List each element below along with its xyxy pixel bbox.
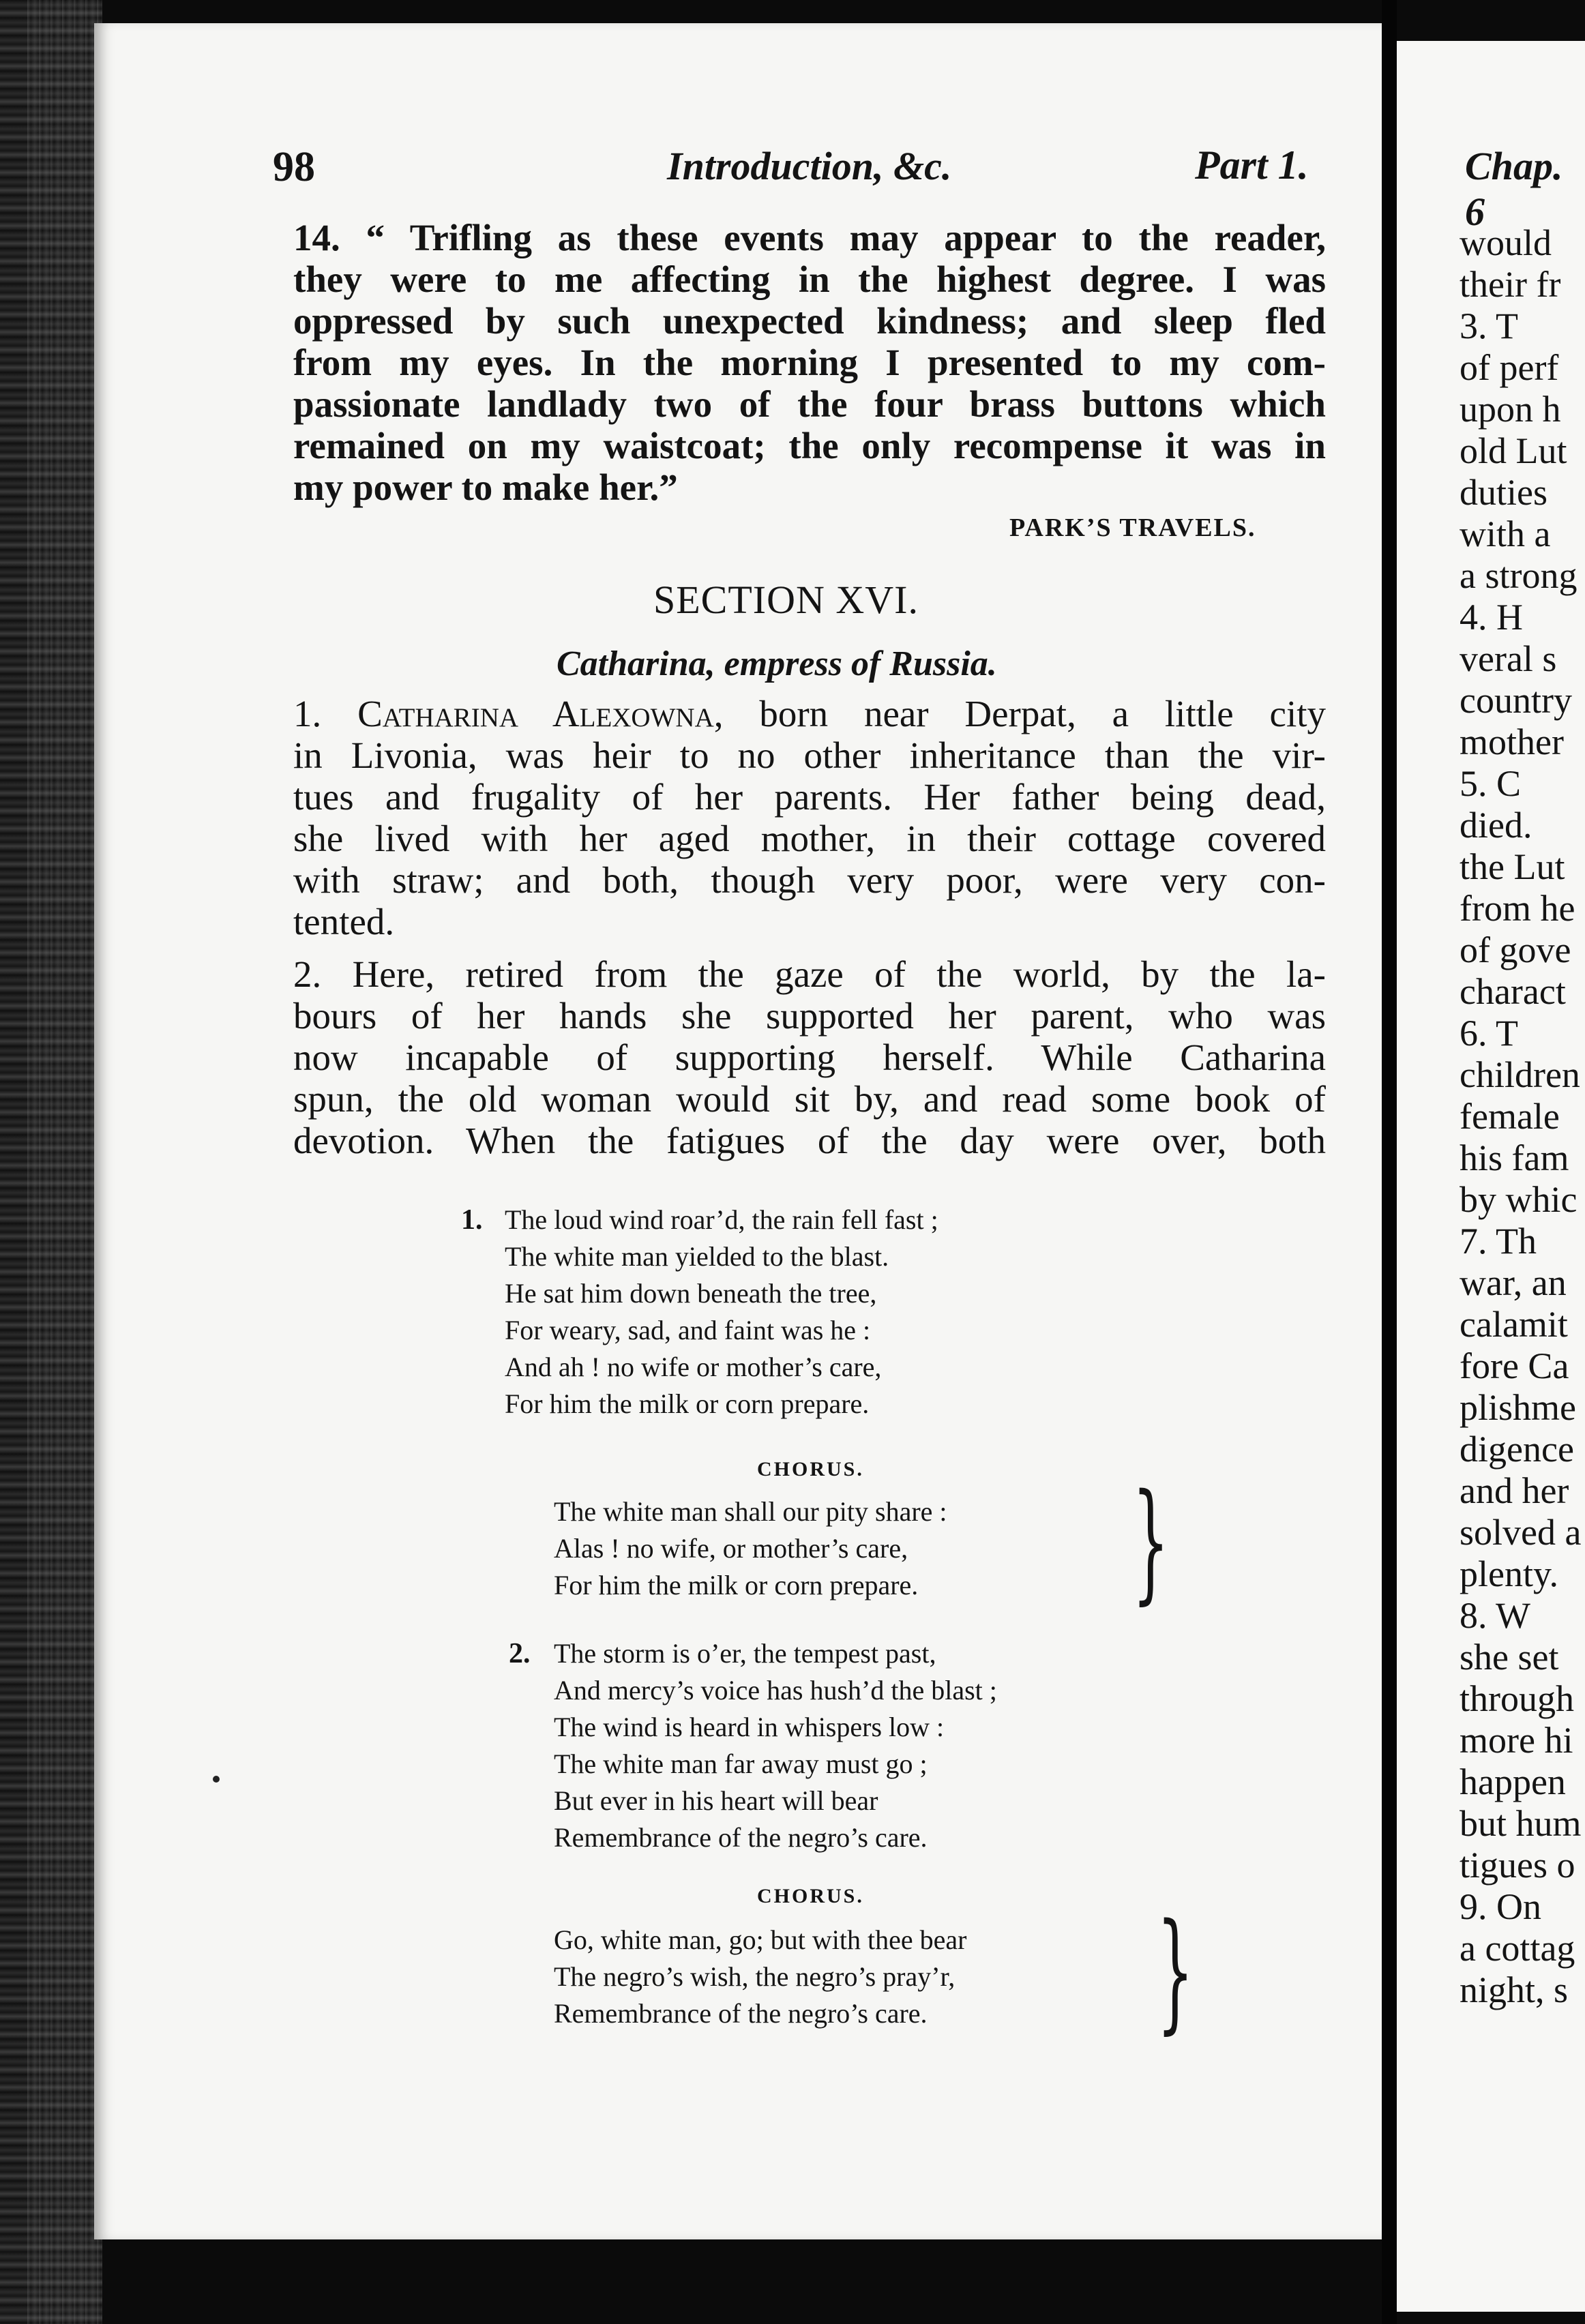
paragraph-2 <box>293 953 1326 1161</box>
running-title: Introduction, &c. <box>667 144 952 188</box>
text-line: plenty. <box>1460 1553 1558 1594</box>
gutter-texture <box>27 0 102 2324</box>
text-line: tented. <box>293 901 395 942</box>
brace-glyph: } <box>1157 1896 1194 2046</box>
text-line: female <box>1460 1096 1560 1137</box>
text-line: my power to make her.” <box>293 466 678 508</box>
verse-line: Go, white man, go; but with thee bear <box>554 1924 967 1955</box>
ink-speck <box>213 1776 220 1783</box>
text-line: of perf <box>1460 347 1559 388</box>
section-title: SECTION XVI. <box>653 578 919 622</box>
text-line: duties <box>1460 472 1547 513</box>
attribution: PARK’S TRAVELS. <box>1009 513 1256 542</box>
text-line: charact <box>1460 971 1566 1012</box>
text-line: happen <box>1460 1761 1566 1802</box>
text-line: now incapable of supporting herself. While Catharina <box>293 1037 1326 1078</box>
verse-line: The negro’s wish, the negro’s pray’r, <box>554 1961 956 1992</box>
verse-line: The white man far away must go ; <box>554 1748 928 1779</box>
text-line: a strong <box>1460 555 1577 596</box>
text-line: old Lut <box>1460 430 1567 471</box>
chorus-label: CHORUS. <box>757 1458 864 1480</box>
text-line: 2. Here, retired from the gaze of the world, by the la- <box>293 953 1326 995</box>
facing-page-text <box>1460 222 1582 2011</box>
text-line: children <box>1460 1054 1580 1095</box>
text-line: mother <box>1460 721 1564 762</box>
part-label: Part 1. <box>1195 143 1309 188</box>
text-line: tues and frugality of her parents. Her father being dead, <box>293 776 1326 818</box>
text-line: with a <box>1460 513 1551 554</box>
text-line: but hum <box>1460 1803 1582 1844</box>
verse-line: He sat him down beneath the tree, <box>505 1278 877 1309</box>
text-line: a cottag <box>1460 1928 1575 1969</box>
text-line: 14. “ Trifling as these events may appear to the reader, <box>293 217 1326 258</box>
text-line: in Livonia, was heir to no other inheritance than the vir- <box>293 734 1326 776</box>
text-line: calamit <box>1460 1304 1568 1345</box>
poem-chorus-1 <box>554 1493 947 1604</box>
text-line: their fr <box>1460 264 1561 305</box>
text-line: she lived with her aged mother, in their cottage covered <box>293 818 1326 859</box>
text-line: fore Ca <box>1460 1345 1569 1386</box>
verse-line: And mercy’s voice has hush’d the blast ; <box>554 1675 997 1705</box>
text-line: tigues o <box>1460 1845 1575 1886</box>
verse-line: The storm is o’er, the tempest past, <box>554 1638 936 1669</box>
text-line: devotion. When the fatigues of the day were over, both <box>293 1120 1326 1161</box>
text-line: and her <box>1460 1470 1569 1511</box>
book-fold <box>1382 0 1397 2324</box>
text-line: more hi <box>1460 1720 1573 1761</box>
text-line: 4. H <box>1460 597 1523 638</box>
text-line: of gove <box>1460 929 1571 970</box>
text-line: solved a <box>1460 1512 1582 1553</box>
text-line: night, s <box>1460 1969 1569 2010</box>
text-line: oppressed by such unexpected kindness; and sleep fled <box>293 300 1326 342</box>
text-line: died. <box>1460 805 1532 846</box>
text-line: bours of her hands she supported her parent, who was <box>293 995 1326 1037</box>
verse-line: For him the milk or corn prepare. <box>505 1388 870 1419</box>
text-line: upon h <box>1460 389 1561 430</box>
poem-stanza-1 <box>461 1202 938 1422</box>
text-line: 1. Catharina Alexowna, born near Derpat, a little city <box>293 693 1327 734</box>
text-line: war, an <box>1460 1262 1567 1303</box>
text-line: through <box>1460 1678 1574 1719</box>
name-smallcaps: Catharina Alexowna <box>357 693 714 734</box>
text-line: plishme <box>1460 1387 1576 1428</box>
verse-line: For weary, sad, and faint was he : <box>505 1315 871 1345</box>
poem-stanza-2 <box>509 1635 997 1856</box>
text-line: 6. T <box>1460 1013 1519 1054</box>
chorus-label: CHORUS. <box>757 1885 864 1907</box>
text-line: she set <box>1460 1637 1559 1678</box>
verse-line: The loud wind roar’d, the rain fell fast ; <box>505 1204 938 1235</box>
verse-line: For him the milk or corn prepare. <box>554 1570 919 1600</box>
text-line: his fam <box>1460 1137 1569 1178</box>
poem-chorus-2 <box>554 1922 966 2032</box>
text-line: veral s <box>1460 638 1557 679</box>
verse-line: But ever in his heart will bear <box>554 1785 878 1816</box>
text-line: from my eyes. In the morning I presented to my com- <box>293 342 1326 383</box>
text-line: by whic <box>1460 1179 1577 1220</box>
text-line: 8. W <box>1460 1595 1530 1636</box>
text-line: passionate landlady two of the four brass buttons which <box>293 383 1326 425</box>
verse-line: Remembrance of the negro’s care. <box>554 1998 928 2029</box>
text-line: from he <box>1460 888 1575 929</box>
text-line: with straw; and both, though very poor, were very con- <box>293 859 1326 901</box>
text-line: spun, the old woman would sit by, and read some book of <box>293 1078 1326 1120</box>
text-line: would <box>1460 222 1552 263</box>
text-line: they were to me affecting in the highest degree. I was <box>293 258 1326 300</box>
stanza-number: 1. <box>461 1204 483 1236</box>
verse-line: The white man shall our pity share : <box>554 1496 947 1527</box>
text-line: remained on my waistcoat; the only recompense it was in <box>293 425 1326 466</box>
text-line: country <box>1460 680 1572 721</box>
verse-line: And ah ! no wife or mother’s care, <box>505 1352 882 1382</box>
facing-page-header: Chap. 6 <box>1465 144 1563 234</box>
text-line: 9. On <box>1460 1886 1541 1927</box>
page-number: 98 <box>273 144 315 190</box>
paragraph-1 <box>293 693 1326 942</box>
brace-glyph: } <box>1132 1466 1170 1617</box>
text-line: digence <box>1460 1429 1574 1470</box>
text-line: the Lut <box>1460 846 1565 887</box>
verse-line: Remembrance of the negro’s care. <box>554 1822 928 1853</box>
section-subtitle: Catharina, empress of Russia. <box>557 644 997 683</box>
verse-line: The white man yielded to the blast. <box>505 1241 889 1272</box>
text-line: 5. C <box>1460 763 1522 804</box>
paragraph-14 <box>293 217 1326 508</box>
verse-line: Alas ! no wife, or mother’s care, <box>554 1533 908 1564</box>
stanza-number: 2. <box>509 1638 531 1669</box>
verse-line: The wind is heard in whispers low : <box>554 1712 945 1742</box>
text-line: 3. T <box>1460 306 1519 346</box>
text-line: 7. Th <box>1460 1221 1537 1262</box>
